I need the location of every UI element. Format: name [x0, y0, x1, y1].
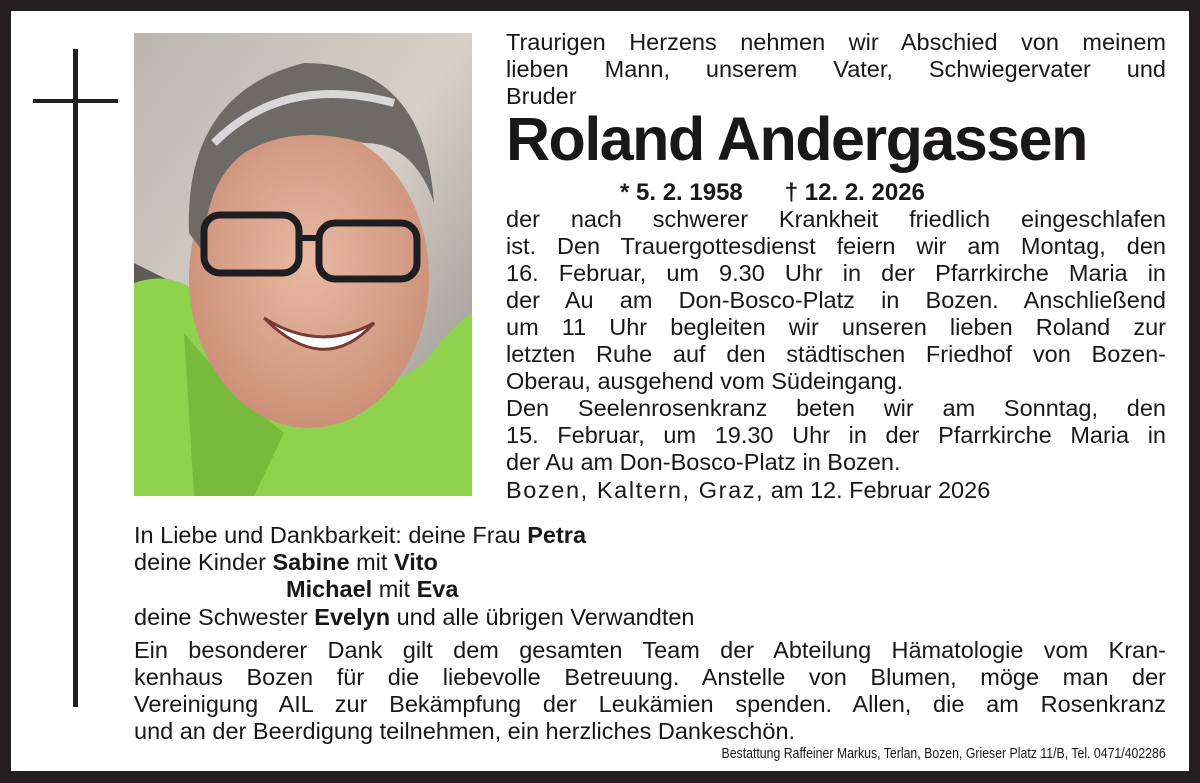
- body-line: der nach schwerer Krankheit friedlich eingeschlafen: [506, 206, 1166, 232]
- thanks-line: und an der Beerdigung teilnehmen, ein herzliches Dankeschön.: [134, 718, 796, 744]
- mourners-line: [134, 522, 1166, 549]
- death-date: † 12. 2. 2026: [784, 179, 925, 206]
- mourners-line: [286, 576, 458, 603]
- birth-date: * 5. 2. 1958: [620, 179, 743, 206]
- mourners-line: [134, 604, 1166, 631]
- body-line: der Au am Don-Bosco-Platz in Bozen.: [506, 449, 901, 475]
- body-line: 15. Februar, um 19.30 Uhr in der Pfarrkirche Maria in: [506, 422, 1166, 448]
- text: und alle übrigen Verwandten: [390, 604, 695, 630]
- life-dates: [620, 179, 967, 207]
- deceased-name: Roland Andergassen: [506, 105, 1087, 173]
- thanks-line: Ein besonderer Dank gilt dem gesamten Team der Abteilung Hämatologie vom Kran-: [134, 637, 1166, 663]
- mourner-name: Eva: [416, 576, 459, 602]
- body-line: ist. Den Trauergottesdienst feiern wir am Montag, den: [506, 233, 1166, 259]
- places: Bozen, Kaltern, Graz,: [506, 477, 765, 503]
- mourner-name: Petra: [527, 522, 587, 548]
- mourner-name: Evelyn: [314, 604, 391, 630]
- body-line: 16. Februar, um 9.30 Uhr in der Pfarrkirche Maria in: [506, 260, 1166, 286]
- body-line: letzten Ruhe auf den städtischen Friedhof von Bozen-: [506, 341, 1166, 367]
- body-line: Den Seelenrosenkranz beten wir am Sonntag, den: [506, 395, 1166, 421]
- text: deine Kinder: [134, 549, 273, 575]
- cross-icon: [73, 49, 78, 707]
- intro-line: lieben Mann, unserem Vater, Schwiegervater und: [506, 56, 1166, 82]
- body-line: um 11 Uhr begleiten wir unseren lieben Roland zur: [506, 314, 1166, 340]
- body-line: der Au am Don-Bosco-Platz in Bozen. Anschließend: [506, 287, 1166, 313]
- text: mit: [372, 576, 417, 602]
- portrait-photo: [134, 33, 472, 496]
- place-date: [506, 477, 1166, 504]
- intro-line: Bruder: [506, 83, 577, 109]
- text: mit: [349, 549, 394, 575]
- mourner-name: Michael: [286, 576, 373, 602]
- text: In Liebe und Dankbarkeit: deine Frau: [134, 522, 528, 548]
- thanks-line: Vereinigung AIL zur Bekämpfung der Leukämien spenden. Allen, die am Rosenkranz: [134, 691, 1166, 717]
- intro-line: Traurigen Herzens nehmen wir Abschied von meinem: [506, 29, 1166, 55]
- cross-icon-bar: [33, 99, 118, 103]
- body-line: Oberau, ausgehend vom Südeingang.: [506, 368, 904, 394]
- text: deine Schwester: [134, 604, 315, 630]
- mourner-name: Vito: [393, 549, 438, 575]
- date: am 12. Februar 2026: [770, 477, 991, 503]
- mourner-name: Sabine: [272, 549, 350, 575]
- mourners-line: [134, 549, 1166, 576]
- funeral-home-info: Bestattung Raffeiner Markus, Terlan, Bozen, Grieser Platz 11/B, Tel. 0471/402286: [721, 745, 1166, 762]
- thanks-line: kenhaus Bozen für die liebevolle Betreuung. Anstelle von Blumen, möge man der: [134, 664, 1166, 690]
